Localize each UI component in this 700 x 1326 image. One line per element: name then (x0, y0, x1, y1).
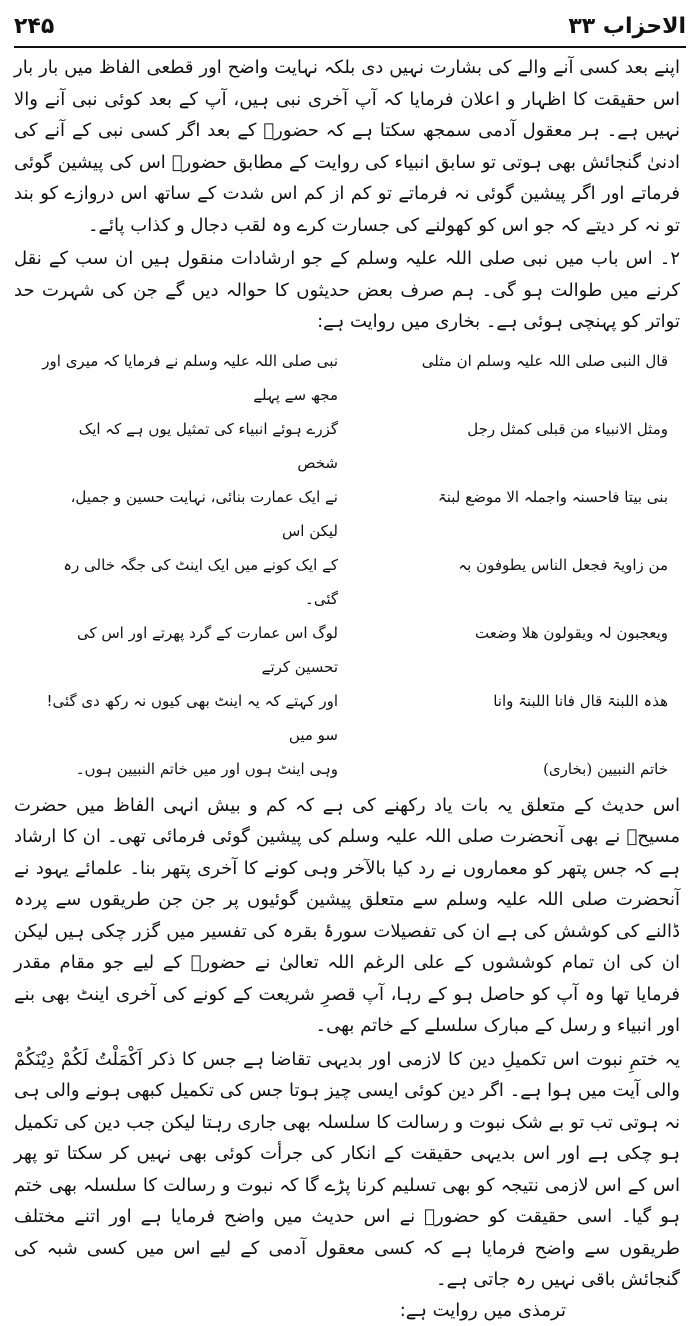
hadith-arabic-line: قال النبی صلی اللہ علیہ وسلم ان مثلی (421, 351, 668, 370)
hadith-urdu-line: نبی صلی اللہ علیہ وسلم نے فرمایا کہ میری اور مجھ سے پہلے (42, 351, 338, 404)
hadith-arabic-line: ویعجبون لہ ویقولون ھلا وضعت (475, 623, 668, 642)
paragraph-3: اس حدیث کے متعلق یہ بات یاد رکھنے کی ہے کہ کم و بیش انہی الفاظ میں حضرت مسیحؑ نے بھی آنحضرت صلی اللہ علیہ وسلم کی پیشین گوئی فرمائی تھی۔ ان کا ارشاد ہے کہ جس پتھر کو معماروں نے رد کیا بالآخر وہی کونے کا آخری پتھر بنا۔ علمائے یہود نے آنحضرت صلی اللہ علیہ وسلم سے متعلق پیشین گوئیوں پر جن جن طریقوں سے پردہ ڈالنے کی کوشش کی ہے ان کی تفصیلات سورۂ بقرہ کی تفسیر میں گزر چکی ہیں لیکن ان کی ان تمام کوششوں کے علی الرغم اللہ تعالیٰ نے حضورؐ کے لیے جو مقام مقدر فرمایا تھا وہ آپ کو حاصل ہو کے رہا، آپ قصرِ شریعت کے کونے کی آخری اینٹ بھی بنے اور انبیاء و رسل کے مبارک سلسلے کے خاتم بھی۔ (14, 794, 680, 1036)
body-text (14, 52, 686, 338)
hadith-block (14, 344, 686, 786)
page-header (14, 6, 686, 48)
tirmidhi-intro-line: ترمذی میں روایت ہے: (399, 1299, 566, 1321)
paragraph-1: اپنے بعد کسی آنے والے کی بشارت نہیں دی بلکہ نہایت واضح اور قطعی الفاظ میں بار بار اس حقیقت کا اظہار و اعلان فرمایا کہ آپ آخری نبی ہیں، آپ کے بعد کوئی نبی آنے والا نہیں ہے۔ ہر معقول آدمی سمجھ سکتا ہے کہ حضورؐ کے بعد اگر کسی نبی کے آنے کی ادنیٰ گنجائش بھی ہوتی تو سابق انبیاء کی روایت کے مطابق حضورؐ اس کی پیشین گوئی فرماتے اور اگر پیشین گوئی نہ فرماتے تو کم از کم اس شدت کے ساتھ اس دروازے کو بند تو نہ کر دیتے کہ جو اس کو کھولنے کی جسارت کرے وہ لقب دجال و کذاب پائے۔ (14, 57, 680, 236)
paragraph-4: یہ ختمِ نبوت اس تکمیلِ دین کا لازمی اور بدیہی تقاضا ہے جس کا ذکر اَکْمَلْتُ لَکُمْ دِیْنَکُمْ والی آیت میں ہوا ہے۔ اگر دین کوئی ایسی چیز ہوتا جس کی تکمیل کبھی ہونے والی ہی نہ ہوتی تب تو بے شک نبوت و رسالت کا سلسلہ بھی جاری رہتا لیکن جب دین کی تکمیل ہو چکی ہے اور اس بدیہی حقیقت کے انکار کی جرأت کوئی بھی نہیں کر سکتا تو پھر اس کے اس لازمی نتیجہ کو بھی تسلیم کرنا پڑے گا کہ نبوت و رسالت کا سلسلہ بھی ختم ہو گیا۔ اسی حقیقت کو حضورؐ نے اس حدیث میں واضح فرمایا ہے اور اتنے مختلف طریقوں سے واضح فرمایا ہے کہ کسی معقول آدمی کے لیے اس میں کسی شبہ کی گنجائش باقی نہیں رہ جاتی ہے۔ (14, 1048, 680, 1290)
paragraph-2: ۲۔ اس باب میں نبی صلی اللہ علیہ وسلم کے جو ارشادات منقول ہیں ان سب کے نقل کرنے میں طوالت ہو گی۔ ہم صرف بعض حدیثوں کا حوالہ دیں گے جن کی شہرت حد تواتر کو پہنچی ہوئی ہے۔ بخاری میں روایت ہے: (14, 248, 680, 332)
body-text-continued (14, 790, 686, 1296)
page-number: ۲۴۵ (14, 13, 55, 39)
hadith-urdu-line: اور کہتے کہ یہ اینٹ بھی کیوں نہ رکھ دی گئی! سو میں (46, 691, 338, 744)
hadith-arabic-line: خاتم النبیین (بخاری) (543, 759, 668, 778)
hadith-urdu-line: وہی اینٹ ہوں اور میں خاتم النبیین ہوں۔ (75, 759, 338, 778)
hadith-arabic-line: من زاویۃ فجعل الناس یطوفون بہ (458, 555, 668, 574)
hadith-urdu-line: کے ایک کونے میں ایک اینٹ کی جگہ خالی رہ گئی۔ (63, 555, 338, 608)
surah-title: الاحزاب ۳۳ (568, 13, 686, 39)
hadith-arabic-line: ھذہ اللبنۃ قال فانا اللبنۃ وانا (493, 691, 668, 710)
hadith-urdu-line: نے ایک عمارت بنائی، نہایت حسین و جمیل، لیکن اس (70, 487, 338, 540)
hadith-arabic-line: ومثل الانبیاء من قبلی کمثل رجل (467, 419, 668, 438)
hadith-arabic-line: بنی بیتا فاحسنہ واجملہ الا موضع لبنۃ (437, 487, 668, 506)
hadith-urdu-line: لوگ اس عمارت کے گرد پھرتے اور اس کی تحسین کرتے (76, 623, 338, 676)
hadith-urdu-line: گزرے ہوئے انبیاء کی تمثیل یوں ہے کہ ایک شخص (78, 419, 338, 472)
